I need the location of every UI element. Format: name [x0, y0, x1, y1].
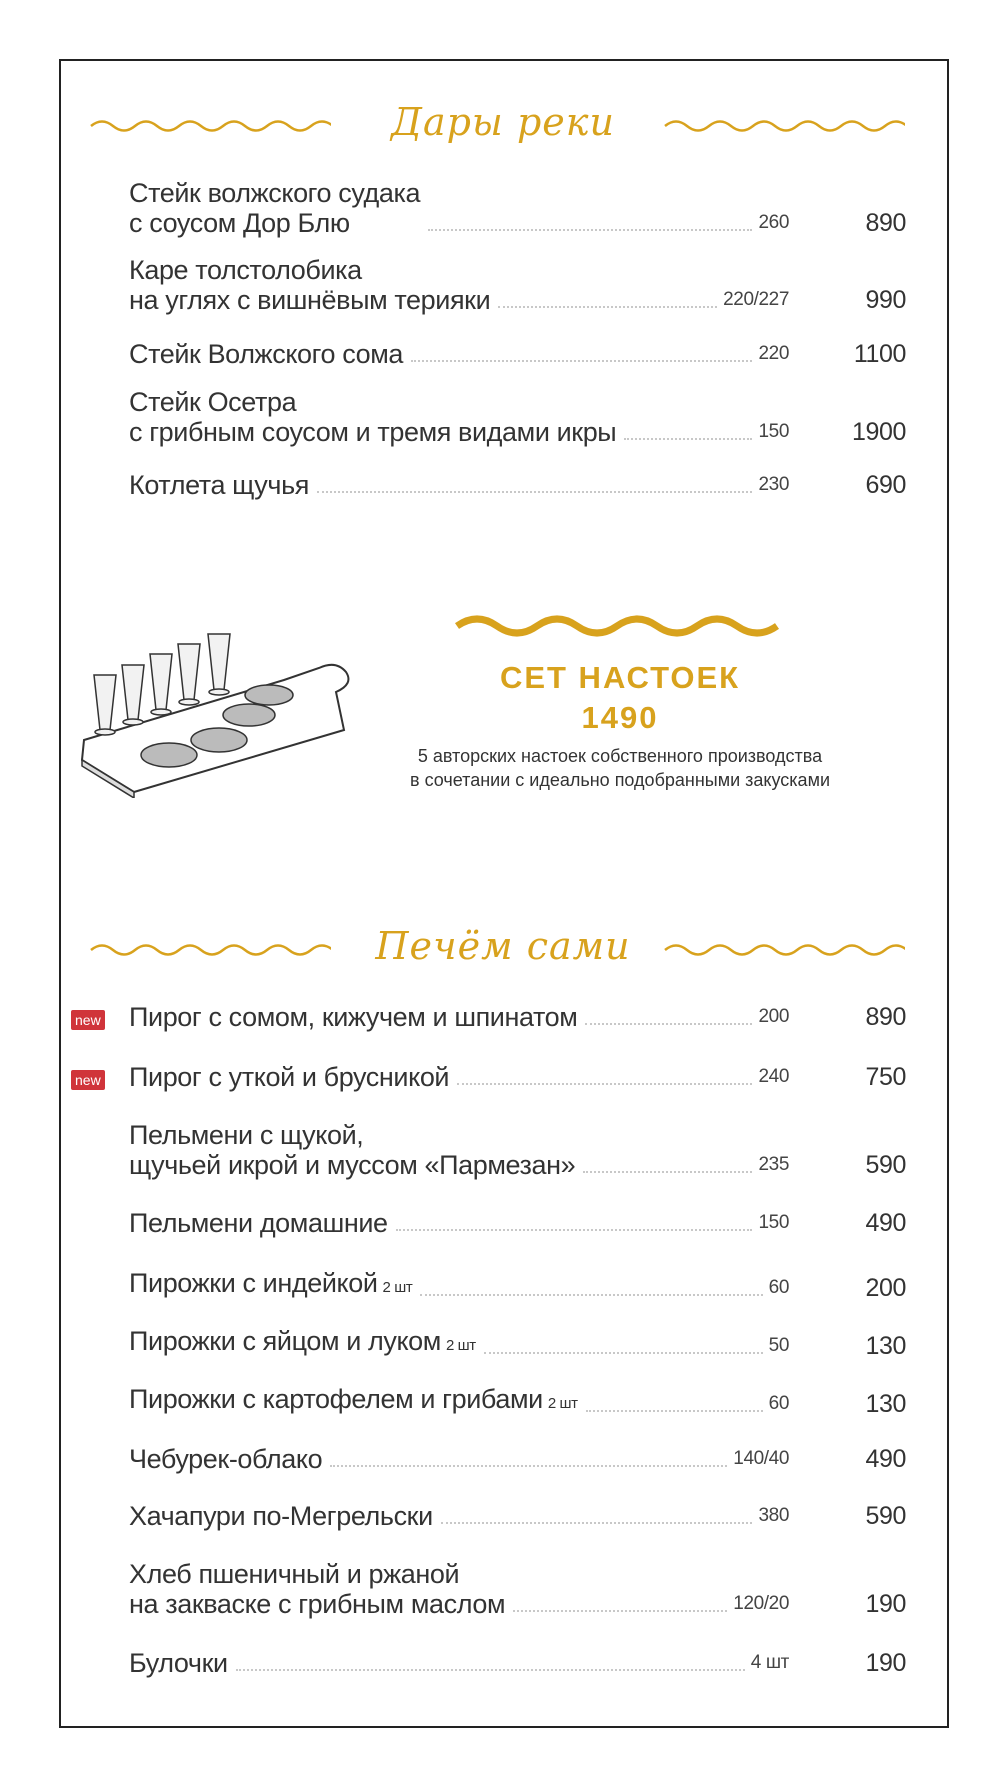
- section-title-bakery: Печём сами: [375, 924, 631, 968]
- item-name-line: Стейк волжского судака: [129, 178, 421, 208]
- item-name: [129, 1559, 505, 1619]
- item-weight: 220: [758, 343, 789, 364]
- menu-item: [129, 1501, 906, 1531]
- item-weight: 150: [758, 421, 789, 442]
- item-price: 190: [865, 1590, 906, 1618]
- item-name-line: Стейк Волжского сома: [129, 339, 404, 369]
- item-name: [129, 1444, 322, 1474]
- item-name-line: Чебурек-облако: [129, 1444, 323, 1474]
- item-quantity: 2 шт: [382, 1279, 413, 1296]
- dotted-leader: [411, 360, 752, 362]
- dotted-leader: [441, 1522, 753, 1524]
- item-name-line: Булочки: [129, 1648, 228, 1678]
- dotted-leader: [498, 306, 717, 308]
- dotted-leader: [624, 438, 752, 440]
- item-quantity: 2 шт: [445, 1337, 476, 1354]
- menu-item: [129, 470, 906, 500]
- menu-item: [129, 339, 906, 369]
- item-name-line: Стейк Осетра: [129, 387, 297, 417]
- item-name-line: на закваске с грибным маслом: [129, 1589, 506, 1619]
- item-name: [129, 387, 616, 447]
- item-price: 1900: [851, 418, 906, 446]
- item-name-line: щучьей икрой и муссом «Пармезан»: [129, 1150, 576, 1180]
- item-name-line: с грибным соусом и тремя видами икры: [129, 417, 617, 447]
- menu-item: [129, 1120, 906, 1180]
- dotted-leader: [428, 229, 752, 231]
- item-price: 490: [865, 1209, 906, 1237]
- menu-item: [129, 178, 906, 238]
- item-name-line: Пельмени домашние: [129, 1208, 388, 1238]
- item-price: 890: [865, 1003, 906, 1031]
- item-name: [129, 1208, 388, 1238]
- item-name: [129, 1002, 577, 1032]
- menu-item: [129, 1559, 906, 1619]
- menu-item: [129, 1444, 906, 1474]
- menu-item: [129, 1326, 906, 1361]
- menu-item: [129, 1208, 906, 1238]
- new-badge: new: [71, 1070, 105, 1090]
- promo-price: 1490: [581, 700, 659, 735]
- item-name: [129, 1120, 575, 1180]
- menu-item: [129, 1268, 906, 1303]
- item-weight: 60: [768, 1393, 789, 1414]
- item-price: 690: [865, 471, 906, 499]
- item-price: 130: [865, 1332, 906, 1360]
- item-name: [129, 470, 309, 500]
- item-weight: 220/227: [723, 289, 789, 310]
- item-name-line: Пирожки с яйцом и луком: [129, 1326, 441, 1356]
- dotted-leader: [586, 1410, 763, 1412]
- item-name-line: Пельмени с щукой,: [129, 1120, 364, 1150]
- item-weight: 380: [758, 1505, 789, 1526]
- item-weight: 200: [758, 1006, 789, 1027]
- item-name: [129, 1648, 228, 1678]
- item-name: [129, 1062, 449, 1092]
- item-price: 130: [865, 1390, 906, 1418]
- item-weight: 120/20: [733, 1593, 789, 1614]
- item-name-line: Пирожки с индейкой: [129, 1268, 378, 1298]
- shot-glasses-board-illustration: [74, 620, 356, 798]
- wave-divider-right: [663, 940, 905, 960]
- dotted-leader: [585, 1023, 752, 1025]
- item-weight: 260: [758, 212, 789, 233]
- item-price: 490: [865, 1445, 906, 1473]
- item-name-line: Пирог с сомом, кижучем и шпинатом: [129, 1002, 578, 1032]
- promo-title: СЕТ НАСТОЕК: [499, 660, 741, 695]
- item-name-line: Пирожки с картофелем и грибами: [129, 1384, 543, 1414]
- item-price: 200: [865, 1274, 906, 1302]
- dotted-leader: [420, 1294, 762, 1296]
- item-price: 1100: [853, 340, 906, 368]
- menu-item: [129, 387, 906, 447]
- item-name-line: на углях с вишнёвым терияки: [129, 285, 491, 315]
- item-price: 750: [865, 1063, 906, 1091]
- dotted-leader: [396, 1229, 753, 1231]
- dotted-leader: [513, 1610, 727, 1612]
- item-price: 590: [865, 1502, 906, 1530]
- item-price: 890: [865, 209, 906, 237]
- promo-description: [360, 744, 880, 792]
- item-weight: 235: [758, 1154, 789, 1175]
- item-name: [129, 1384, 578, 1419]
- item-quantity: 2 шт: [547, 1395, 578, 1412]
- item-weight: 230: [758, 474, 789, 495]
- menu-item: [129, 1648, 906, 1678]
- item-price: 990: [865, 286, 906, 314]
- item-name-line: Котлета щучья: [129, 470, 309, 500]
- item-name: [129, 1326, 476, 1361]
- dotted-leader: [317, 491, 753, 493]
- item-name: [129, 1268, 412, 1303]
- item-price: 190: [865, 1649, 906, 1677]
- item-name-line: с соусом Дор Блю: [129, 208, 350, 238]
- promo-wave: [455, 612, 783, 640]
- item-name: [129, 339, 403, 369]
- dotted-leader: [330, 1465, 727, 1467]
- item-weight: 60: [768, 1277, 789, 1298]
- item-name: [129, 255, 490, 315]
- wave-divider-right: [663, 116, 905, 136]
- menu-item: [129, 255, 906, 315]
- item-name-line: Пирог с уткой и брусникой: [129, 1062, 450, 1092]
- menu-item: [75, 1062, 906, 1092]
- item-weight: 240: [758, 1066, 789, 1087]
- item-name-line: Каре толстолобика: [129, 255, 362, 285]
- item-name-line: Хачапури по-Мегрельски: [129, 1501, 433, 1531]
- section-title-river: Дары реки: [391, 100, 615, 144]
- item-name: [129, 1501, 433, 1531]
- item-weight: 140/40: [733, 1448, 789, 1469]
- item-name: [129, 178, 420, 238]
- item-weight: 150: [758, 1212, 789, 1233]
- menu-item: [129, 1384, 906, 1419]
- dotted-leader: [457, 1083, 752, 1085]
- dotted-leader: [583, 1171, 752, 1173]
- menu-item: [75, 1002, 906, 1032]
- item-price: 590: [865, 1151, 906, 1179]
- new-badge: new: [71, 1010, 105, 1030]
- dotted-leader: [484, 1352, 763, 1354]
- item-name-line: Хлеб пшеничный и ржаной: [129, 1559, 460, 1589]
- item-weight: 50: [768, 1335, 789, 1356]
- promo-description-line: в сочетании с идеально подобранными закусками: [410, 770, 830, 790]
- dotted-leader: [236, 1669, 745, 1671]
- item-weight: 4 шт: [750, 1652, 789, 1673]
- promo-description-line: 5 авторских настоек собственного производства: [417, 746, 823, 766]
